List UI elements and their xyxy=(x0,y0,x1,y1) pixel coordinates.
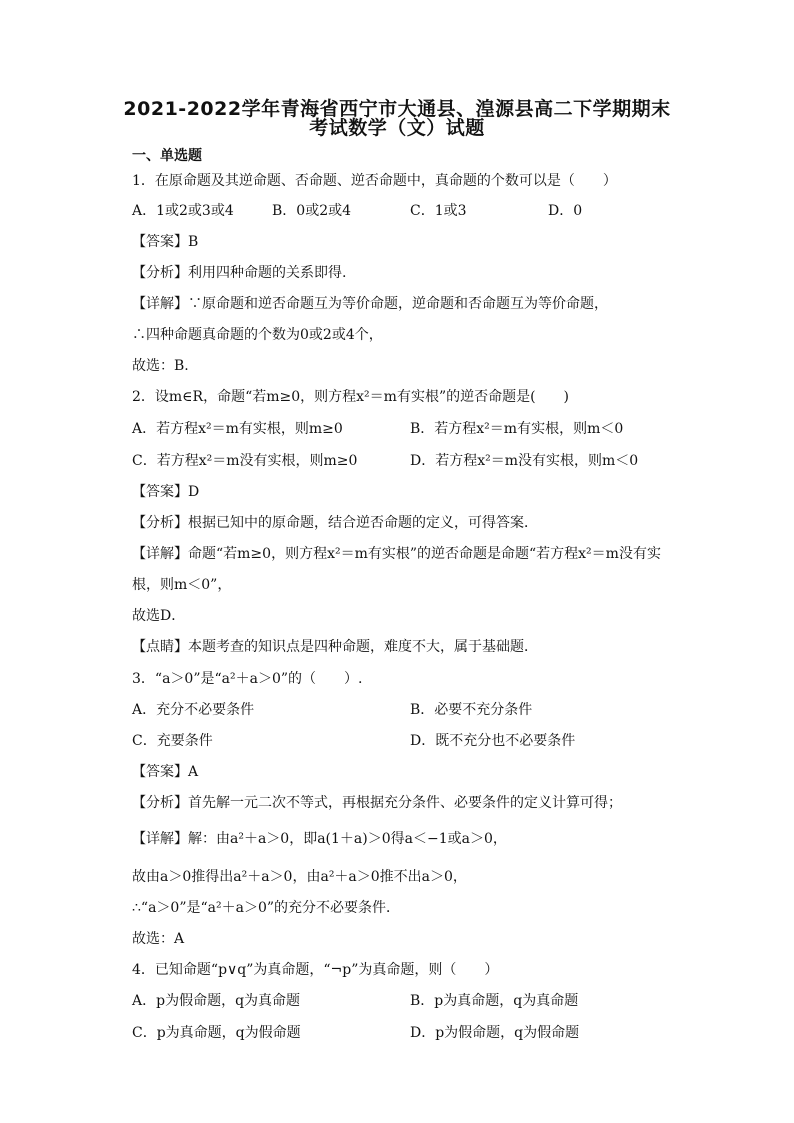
q2-answer: 【答案】D xyxy=(132,484,200,500)
q2-detail-line1: 【详解】命题“若m≥0，则方程x²＝m有实根”的逆否命题是命题“若方程x²＝m没有实 xyxy=(132,546,661,562)
q1-analysis: 【分析】利用四种命题的关系即得. xyxy=(132,265,347,281)
q2-analysis: 【分析】根据已知中的原命题，结合逆否命题的定义，可得答案． xyxy=(132,515,538,531)
q3-detail-line3: ∴“a＞0”是“a²＋a＞0”的充分不必要条件． xyxy=(132,900,401,916)
q2-stem: 2．设m∈R，命题“若m≥0，则方程x²＝m有实根”的逆否命题是( ) xyxy=(132,389,570,405)
q4-stem: 4．已知命题“p∨q”为真命题，“¬p”为真命题，则（ ） xyxy=(132,962,499,978)
q2-option-a: A．若方程x²＝m有实根，则m≥0 xyxy=(132,421,343,437)
q3-analysis: 【分析】首先解一元二次不等式，再根据充分条件、必要条件的定义计算可得； xyxy=(132,795,622,811)
q3-choice: 故选：A xyxy=(132,931,185,947)
q3-stem: 3．“a＞0”是“a²＋a＞0”的（ ）. xyxy=(132,671,363,687)
q2-option-b: B．若方程x²＝m有实根，则m＜0 xyxy=(410,421,624,437)
q3-option-c: C．充要条件 xyxy=(132,733,213,749)
q1-detail-line1: 【详解】∵原命题和逆否命题互为等价命题，逆命题和否命题互为等价命题， xyxy=(132,296,608,312)
q2-comment: 【点睛】本题考查的知识点是四种命题，难度不大，属于基础题． xyxy=(132,639,538,655)
q1-option-c: C．1或3 xyxy=(410,203,467,219)
q4-option-c: C．p为真命题，q为假命题 xyxy=(132,1025,301,1041)
document-title-line2: 考试数学（文）试题 xyxy=(309,117,485,139)
section-heading: 一、单选题 xyxy=(132,148,202,164)
q3-option-b: B．必要不充分条件 xyxy=(410,702,533,718)
q2-choice: 故选D． xyxy=(132,608,186,624)
q3-option-d: D．既不充分也不必要条件 xyxy=(410,733,576,749)
q1-detail-line2: ∴四种命题真命题的个数为0或2或4个， xyxy=(132,327,383,343)
document-title-line1: 2021-2022学年青海省西宁市大通县、湟源县高二下学期期末 xyxy=(123,98,671,120)
q2-option-d: D．若方程x²＝m没有实根，则m＜0 xyxy=(410,453,639,469)
q1-option-b: B．0或2或4 xyxy=(272,203,352,219)
q1-choice: 故选：B. xyxy=(132,358,189,374)
q4-option-b: B．p为真命题，q为真命题 xyxy=(410,993,579,1009)
q4-option-a: A．p为假命题，q为真命题 xyxy=(132,993,301,1009)
q4-option-d: D．p为假命题，q为假命题 xyxy=(410,1025,580,1041)
q2-option-c: C．若方程x²＝m没有实根，则m≥0 xyxy=(132,453,358,469)
q3-answer: 【答案】A xyxy=(132,764,199,780)
q3-option-a: A．充分不必要条件 xyxy=(132,702,255,718)
q1-option-d: D．0 xyxy=(548,203,583,219)
q1-answer: 【答案】B xyxy=(132,234,199,250)
q2-detail-line2: 根，则m＜0”， xyxy=(132,577,232,593)
q1-stem: 1．在原命题及其逆命题、否命题、逆否命题中，真命题的个数可以是（ ） xyxy=(132,173,617,189)
q1-option-a: A．1或2或3或4 xyxy=(132,203,234,219)
q3-detail-line2: 故由a＞0推得出a²＋a＞0，由a²＋a＞0推不出a＞0， xyxy=(132,869,467,885)
q3-detail-line1: 【详解】解：由a²＋a＞0，即a(1＋a)＞0得a＜−1或a＞0， xyxy=(132,831,507,847)
